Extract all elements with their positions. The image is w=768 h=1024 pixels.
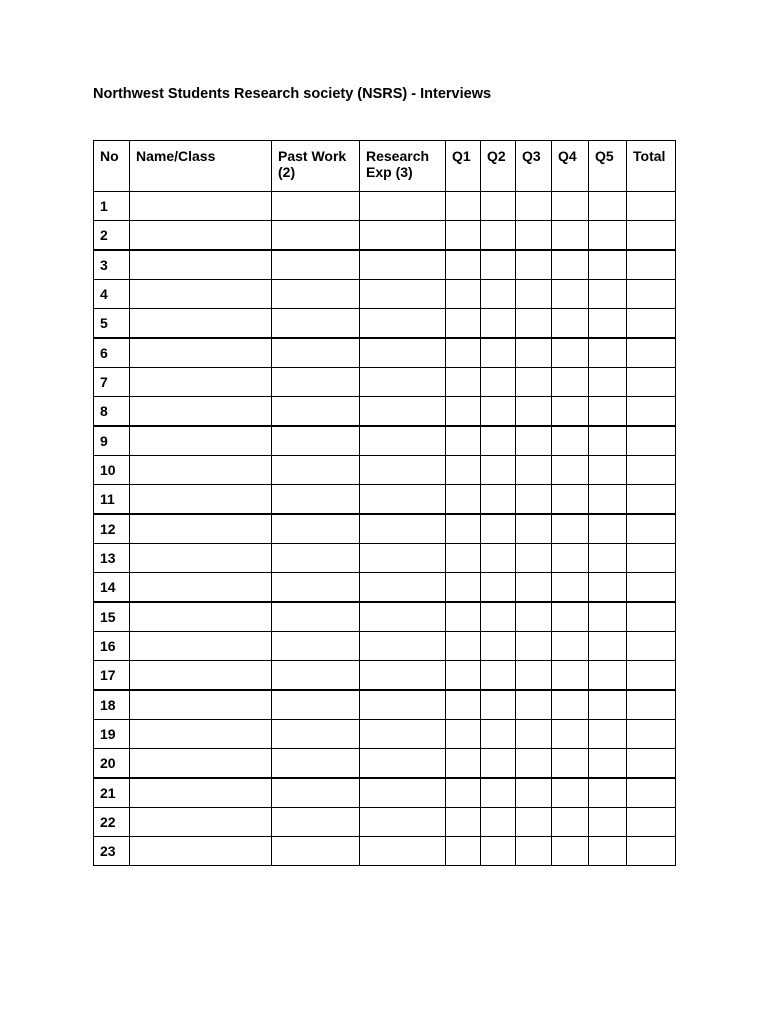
research-exp-cell <box>360 221 446 251</box>
past-work-cell <box>272 661 360 691</box>
q2-cell <box>481 456 516 485</box>
q3-cell <box>516 837 552 866</box>
table-row <box>94 250 676 280</box>
research-exp-cell <box>360 808 446 837</box>
table-row <box>94 485 676 515</box>
q2-cell <box>481 397 516 427</box>
q2-cell <box>481 778 516 808</box>
q5-cell <box>589 192 627 221</box>
total-cell <box>627 602 676 632</box>
q4-cell <box>552 309 589 339</box>
name-class-cell <box>130 192 272 221</box>
document-title: Northwest Students Research society (NSRS) - Interviews <box>93 86 492 102</box>
q3-cell <box>516 602 552 632</box>
past-work-cell <box>272 544 360 573</box>
q4-cell <box>552 368 589 397</box>
q5-cell <box>589 837 627 866</box>
past-work-cell <box>272 690 360 720</box>
q1-cell <box>446 837 481 866</box>
q3-cell <box>516 368 552 397</box>
q1-cell <box>446 426 481 456</box>
table-row <box>94 690 676 720</box>
q2-cell <box>481 221 516 251</box>
past-work-cell <box>272 837 360 866</box>
q1-cell <box>446 192 481 221</box>
q1-cell <box>446 690 481 720</box>
q1-cell <box>446 338 481 368</box>
total-cell <box>627 485 676 515</box>
research-exp-cell <box>360 720 446 749</box>
table-row <box>94 368 676 397</box>
q5-cell <box>589 397 627 427</box>
q4-cell <box>552 544 589 573</box>
past-work-cell <box>272 192 360 221</box>
q5-cell <box>589 749 627 779</box>
q4-cell <box>552 456 589 485</box>
row-number-cell: 19 <box>94 720 130 749</box>
name-class-cell <box>130 720 272 749</box>
past-work-cell <box>272 573 360 603</box>
row-number-cell: 11 <box>94 485 130 515</box>
table-row <box>94 749 676 779</box>
q4-cell <box>552 808 589 837</box>
name-class-cell <box>130 250 272 280</box>
row-number-cell: 5 <box>94 309 130 339</box>
q5-cell <box>589 602 627 632</box>
q1-cell <box>446 221 481 251</box>
q4-cell <box>552 397 589 427</box>
q2-cell <box>481 544 516 573</box>
total-cell <box>627 280 676 309</box>
q1-cell <box>446 661 481 691</box>
name-class-cell <box>130 544 272 573</box>
total-cell <box>627 573 676 603</box>
research-exp-cell <box>360 368 446 397</box>
q1-cell <box>446 280 481 309</box>
q3-cell <box>516 426 552 456</box>
table-row <box>94 309 676 339</box>
q1-cell <box>446 749 481 779</box>
q3-cell <box>516 309 552 339</box>
name-class-cell <box>130 456 272 485</box>
total-cell <box>627 250 676 280</box>
past-work-cell <box>272 485 360 515</box>
past-work-cell <box>272 368 360 397</box>
past-work-cell <box>272 426 360 456</box>
q2-cell <box>481 426 516 456</box>
q2-cell <box>481 338 516 368</box>
q3-cell <box>516 720 552 749</box>
q3-cell <box>516 661 552 691</box>
total-cell <box>627 544 676 573</box>
row-number-cell: 21 <box>94 778 130 808</box>
research-exp-cell <box>360 690 446 720</box>
total-cell <box>627 720 676 749</box>
q4-cell <box>552 426 589 456</box>
past-work-cell <box>272 456 360 485</box>
header-q4: Q4 <box>552 141 589 192</box>
total-cell <box>627 690 676 720</box>
research-exp-cell <box>360 573 446 603</box>
name-class-cell <box>130 485 272 515</box>
q1-cell <box>446 397 481 427</box>
q5-cell <box>589 778 627 808</box>
q1-cell <box>446 720 481 749</box>
header-q1: Q1 <box>446 141 481 192</box>
q2-cell <box>481 514 516 544</box>
table-row <box>94 544 676 573</box>
q1-cell <box>446 602 481 632</box>
q3-cell <box>516 749 552 779</box>
q5-cell <box>589 338 627 368</box>
table-row <box>94 192 676 221</box>
q3-cell <box>516 514 552 544</box>
q5-cell <box>589 368 627 397</box>
q3-cell <box>516 544 552 573</box>
past-work-cell <box>272 221 360 251</box>
header-q3: Q3 <box>516 141 552 192</box>
research-exp-cell <box>360 602 446 632</box>
past-work-cell <box>272 720 360 749</box>
name-class-cell <box>130 397 272 427</box>
name-class-cell <box>130 602 272 632</box>
q3-cell <box>516 808 552 837</box>
q5-cell <box>589 661 627 691</box>
row-number-cell: 20 <box>94 749 130 779</box>
past-work-cell <box>272 280 360 309</box>
q1-cell <box>446 250 481 280</box>
q2-cell <box>481 661 516 691</box>
q2-cell <box>481 250 516 280</box>
q5-cell <box>589 456 627 485</box>
past-work-cell <box>272 338 360 368</box>
q3-cell <box>516 221 552 251</box>
q4-cell <box>552 661 589 691</box>
q4-cell <box>552 602 589 632</box>
q3-cell <box>516 250 552 280</box>
q4-cell <box>552 720 589 749</box>
q2-cell <box>481 485 516 515</box>
table-row <box>94 837 676 866</box>
q3-cell <box>516 573 552 603</box>
q2-cell <box>481 808 516 837</box>
q3-cell <box>516 485 552 515</box>
q5-cell <box>589 690 627 720</box>
header-total: Total <box>627 141 676 192</box>
q5-cell <box>589 514 627 544</box>
table-row <box>94 221 676 251</box>
name-class-cell <box>130 749 272 779</box>
table-row <box>94 661 676 691</box>
past-work-cell <box>272 309 360 339</box>
past-work-cell <box>272 602 360 632</box>
past-work-cell <box>272 778 360 808</box>
name-class-cell <box>130 309 272 339</box>
row-number-cell: 18 <box>94 690 130 720</box>
table-row <box>94 397 676 427</box>
q5-cell <box>589 544 627 573</box>
q4-cell <box>552 514 589 544</box>
row-number-cell: 10 <box>94 456 130 485</box>
research-exp-cell <box>360 544 446 573</box>
q4-cell <box>552 632 589 661</box>
name-class-cell <box>130 690 272 720</box>
name-class-cell <box>130 221 272 251</box>
row-number-cell: 6 <box>94 338 130 368</box>
q2-cell <box>481 192 516 221</box>
q2-cell <box>481 837 516 866</box>
past-work-cell <box>272 632 360 661</box>
total-cell <box>627 749 676 779</box>
q2-cell <box>481 690 516 720</box>
q4-cell <box>552 837 589 866</box>
table-row <box>94 602 676 632</box>
past-work-cell <box>272 250 360 280</box>
table-row <box>94 338 676 368</box>
research-exp-cell <box>360 280 446 309</box>
q4-cell <box>552 749 589 779</box>
total-cell <box>627 778 676 808</box>
total-cell <box>627 309 676 339</box>
q1-cell <box>446 368 481 397</box>
row-number-cell: 12 <box>94 514 130 544</box>
header-q2: Q2 <box>481 141 516 192</box>
row-number-cell: 14 <box>94 573 130 603</box>
q4-cell <box>552 485 589 515</box>
q2-cell <box>481 749 516 779</box>
q3-cell <box>516 338 552 368</box>
q4-cell <box>552 221 589 251</box>
row-number-cell: 13 <box>94 544 130 573</box>
research-exp-cell <box>360 749 446 779</box>
research-exp-cell <box>360 837 446 866</box>
row-number-cell: 17 <box>94 661 130 691</box>
q2-cell <box>481 280 516 309</box>
q1-cell <box>446 309 481 339</box>
research-exp-cell <box>360 426 446 456</box>
q1-cell <box>446 544 481 573</box>
row-number-cell: 3 <box>94 250 130 280</box>
total-cell <box>627 632 676 661</box>
q4-cell <box>552 573 589 603</box>
name-class-cell <box>130 837 272 866</box>
q3-cell <box>516 690 552 720</box>
table-row <box>94 514 676 544</box>
name-class-cell <box>130 368 272 397</box>
row-number-cell: 23 <box>94 837 130 866</box>
research-exp-cell <box>360 661 446 691</box>
table-row <box>94 720 676 749</box>
past-work-cell <box>272 749 360 779</box>
q2-cell <box>481 309 516 339</box>
past-work-cell <box>272 514 360 544</box>
q1-cell <box>446 808 481 837</box>
row-number-cell: 9 <box>94 426 130 456</box>
research-exp-cell <box>360 309 446 339</box>
table-row <box>94 456 676 485</box>
total-cell <box>627 338 676 368</box>
q3-cell <box>516 778 552 808</box>
table-body <box>94 192 676 866</box>
header-name-class: Name/Class <box>130 141 272 192</box>
header-past-work: Past Work (2) <box>272 141 360 192</box>
q1-cell <box>446 632 481 661</box>
name-class-cell <box>130 778 272 808</box>
q4-cell <box>552 192 589 221</box>
row-number-cell: 2 <box>94 221 130 251</box>
header-research-exp: Research Exp (3) <box>360 141 446 192</box>
total-cell <box>627 514 676 544</box>
q3-cell <box>516 456 552 485</box>
q5-cell <box>589 632 627 661</box>
q5-cell <box>589 280 627 309</box>
past-work-cell <box>272 397 360 427</box>
q5-cell <box>589 221 627 251</box>
table-row <box>94 778 676 808</box>
row-number-cell: 22 <box>94 808 130 837</box>
total-cell <box>627 221 676 251</box>
q5-cell <box>589 250 627 280</box>
q2-cell <box>481 368 516 397</box>
q3-cell <box>516 192 552 221</box>
q5-cell <box>589 426 627 456</box>
row-number-cell: 8 <box>94 397 130 427</box>
row-number-cell: 15 <box>94 602 130 632</box>
q5-cell <box>589 309 627 339</box>
total-cell <box>627 808 676 837</box>
name-class-cell <box>130 338 272 368</box>
q3-cell <box>516 632 552 661</box>
q2-cell <box>481 720 516 749</box>
name-class-cell <box>130 573 272 603</box>
header-no: No <box>94 141 130 192</box>
total-cell <box>627 397 676 427</box>
past-work-cell <box>272 808 360 837</box>
q4-cell <box>552 690 589 720</box>
q2-cell <box>481 602 516 632</box>
name-class-cell <box>130 808 272 837</box>
research-exp-cell <box>360 192 446 221</box>
q5-cell <box>589 720 627 749</box>
q4-cell <box>552 778 589 808</box>
row-number-cell: 7 <box>94 368 130 397</box>
q3-cell <box>516 280 552 309</box>
name-class-cell <box>130 280 272 309</box>
research-exp-cell <box>360 632 446 661</box>
total-cell <box>627 426 676 456</box>
research-exp-cell <box>360 778 446 808</box>
table-header-row <box>94 141 676 192</box>
q4-cell <box>552 338 589 368</box>
row-number-cell: 16 <box>94 632 130 661</box>
q3-cell <box>516 397 552 427</box>
research-exp-cell <box>360 456 446 485</box>
q2-cell <box>481 632 516 661</box>
q5-cell <box>589 485 627 515</box>
q5-cell <box>589 808 627 837</box>
row-number-cell: 1 <box>94 192 130 221</box>
table-row <box>94 573 676 603</box>
total-cell <box>627 192 676 221</box>
row-number-cell: 4 <box>94 280 130 309</box>
q1-cell <box>446 485 481 515</box>
q1-cell <box>446 514 481 544</box>
table-row <box>94 808 676 837</box>
research-exp-cell <box>360 485 446 515</box>
q1-cell <box>446 573 481 603</box>
q2-cell <box>481 573 516 603</box>
name-class-cell <box>130 426 272 456</box>
research-exp-cell <box>360 397 446 427</box>
table-row <box>94 426 676 456</box>
total-cell <box>627 368 676 397</box>
research-exp-cell <box>360 250 446 280</box>
q4-cell <box>552 250 589 280</box>
q1-cell <box>446 778 481 808</box>
research-exp-cell <box>360 514 446 544</box>
total-cell <box>627 661 676 691</box>
q5-cell <box>589 573 627 603</box>
name-class-cell <box>130 632 272 661</box>
name-class-cell <box>130 514 272 544</box>
research-exp-cell <box>360 338 446 368</box>
table-row <box>94 632 676 661</box>
total-cell <box>627 456 676 485</box>
interview-score-table <box>93 140 676 866</box>
table-row <box>94 280 676 309</box>
total-cell <box>627 837 676 866</box>
header-q5: Q5 <box>589 141 627 192</box>
q4-cell <box>552 280 589 309</box>
q1-cell <box>446 456 481 485</box>
name-class-cell <box>130 661 272 691</box>
